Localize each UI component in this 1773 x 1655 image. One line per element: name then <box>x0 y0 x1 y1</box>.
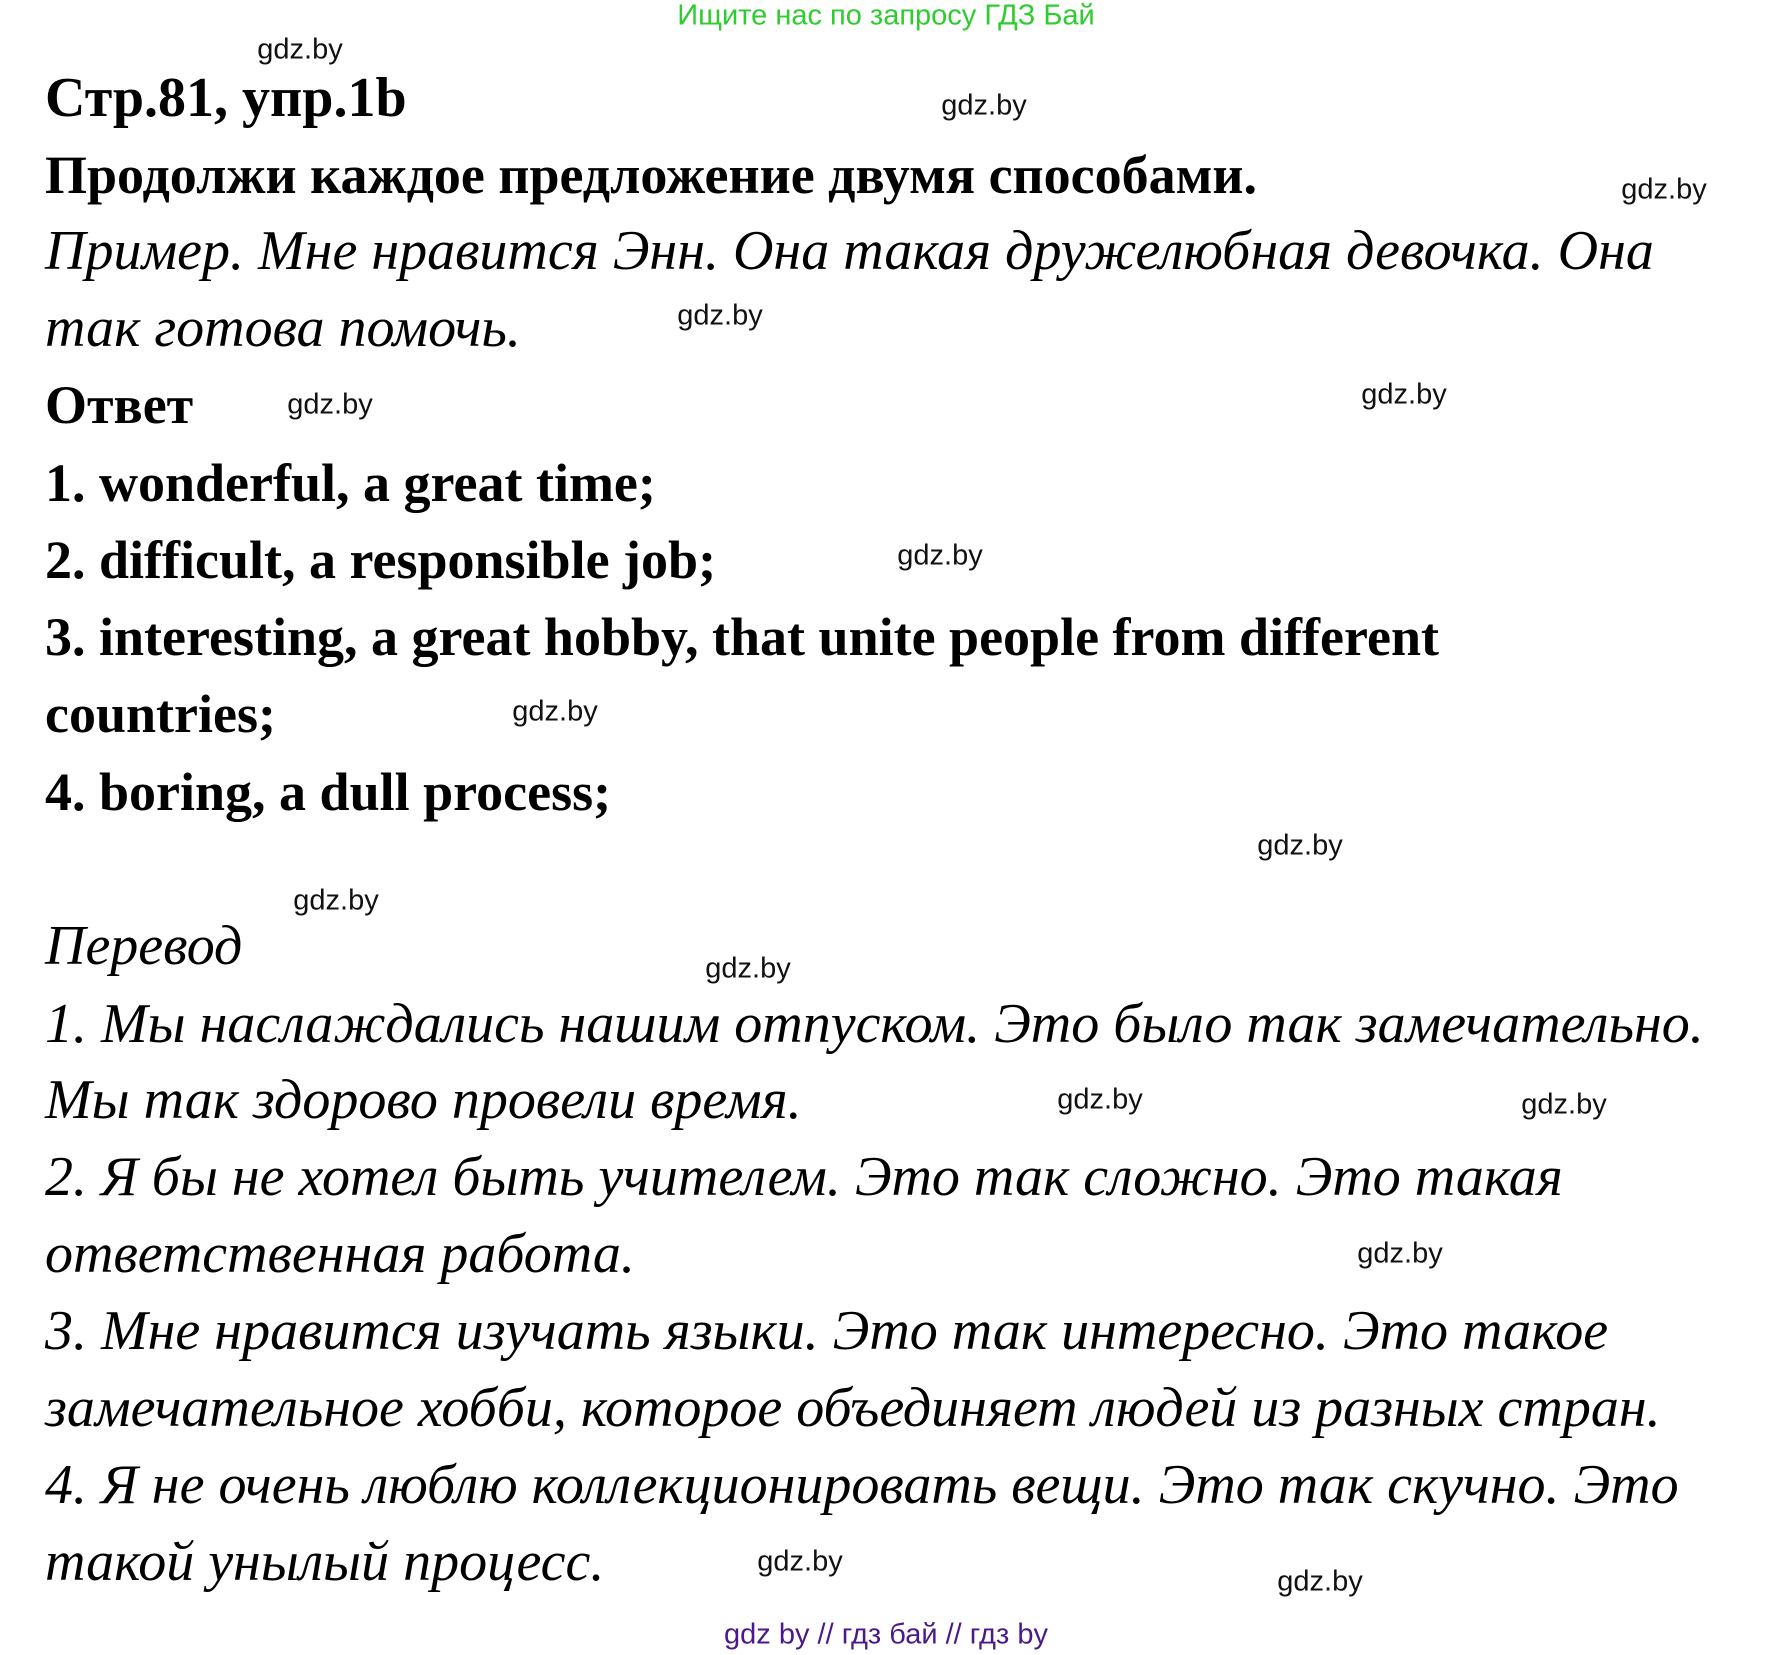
watermark: gdz.by <box>1361 378 1447 411</box>
watermark: gdz.by <box>677 299 763 332</box>
watermark: gdz.by <box>1521 1088 1607 1121</box>
watermark: gdz.by <box>293 884 379 917</box>
translation-heading: Перевод <box>45 915 243 977</box>
translation-line: замечательное хобби, которое объединяет людей из разных стран. <box>45 1377 1661 1439</box>
answer-line: countries; <box>45 684 276 744</box>
watermark: gdz.by <box>1057 1083 1143 1116</box>
watermark: gdz.by <box>941 89 1027 122</box>
footer-links: gdz by // гдз бай // гдз by <box>724 1618 1048 1651</box>
answer-line: 4. boring, a dull process; <box>45 762 612 822</box>
watermark: gdz.by <box>1257 829 1343 862</box>
translation-line: Мы так здорово провели время. <box>45 1069 802 1131</box>
page-title: Стр.81, упр.1b <box>45 67 407 129</box>
search-banner: Ищите нас по запросу ГДЗ Бай <box>677 0 1095 32</box>
translation-line: 3. Мне нравится изучать языки. Это так интересно. Это такое <box>45 1300 1609 1362</box>
watermark: gdz.by <box>757 1545 843 1578</box>
watermark: gdz.by <box>512 695 598 728</box>
task-text: Продолжи каждое предложение двумя способами. <box>45 145 1258 205</box>
answer-line: 2. difficult, a responsible job; <box>45 530 717 590</box>
watermark: gdz.by <box>287 388 373 421</box>
example-line: так готова помочь. <box>45 297 521 359</box>
answer-line: 1. wonderful, a great time; <box>45 453 656 513</box>
watermark: gdz.by <box>257 33 343 66</box>
translation-line: 2. Я бы не хотел быть учителем. Это так сложно. Это такая <box>45 1146 1563 1208</box>
translation-line: 4. Я не очень люблю коллекционировать вещи. Это так скучно. Это <box>45 1454 1679 1516</box>
translation-line: такой унылый процесс. <box>45 1531 605 1593</box>
watermark: gdz.by <box>1621 173 1707 206</box>
watermark: gdz.by <box>1357 1237 1443 1270</box>
watermark: gdz.by <box>1277 1565 1363 1598</box>
example-line: Пример. Мне нравится Энн. Она такая дружелюбная девочка. Она <box>45 220 1654 282</box>
translation-line: ответственная работа. <box>45 1223 635 1285</box>
answer-heading: Ответ <box>45 375 194 435</box>
translation-line: 1. Мы наслаждались нашим отпуском. Это было так замечательно. <box>45 993 1704 1055</box>
watermark: gdz.by <box>897 539 983 572</box>
watermark: gdz.by <box>705 952 791 985</box>
answer-line: 3. interesting, a great hobby, that unite people from different <box>45 607 1439 667</box>
